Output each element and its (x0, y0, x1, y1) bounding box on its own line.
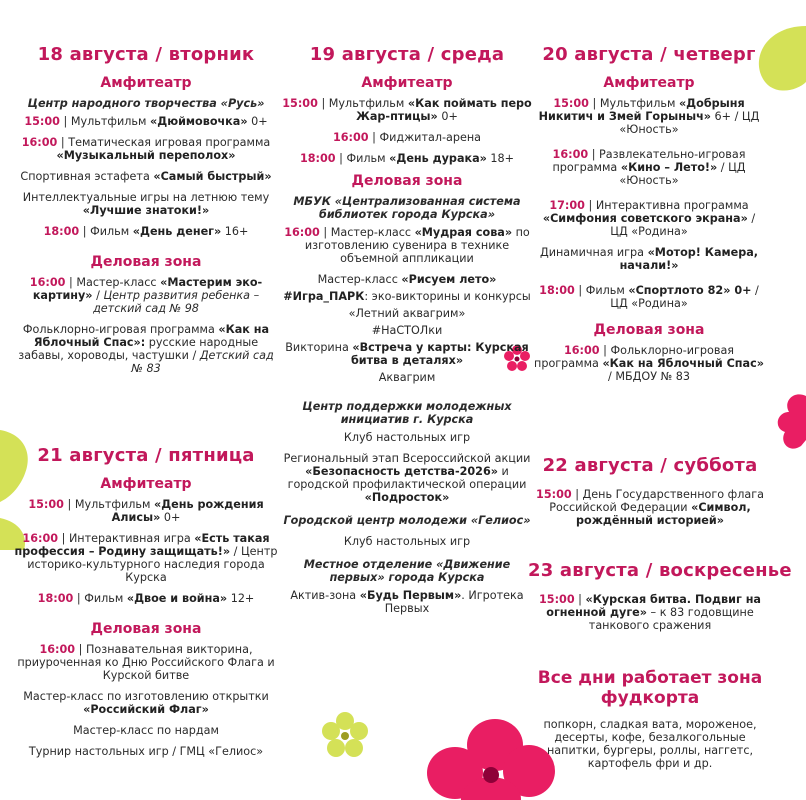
day-heading: 20 августа / четверг (542, 44, 756, 65)
event-time: 18:00 (299, 152, 336, 165)
venue-heading: Деловая зона (593, 322, 705, 338)
day-section-aug21 (12, 445, 280, 766)
event-item: Региональный этап Всероссийской акции «Безопасность детства-2026» и городской профилактической операции «Подросток» (283, 452, 531, 504)
venue-heading: Деловая зона (90, 621, 202, 637)
event-time: 16:00 (29, 276, 66, 289)
day-heading: 22 августа / суббота (542, 455, 758, 476)
event-time: 18:00 (539, 284, 575, 297)
flower-pink-icon (775, 390, 806, 460)
food-court-title: Все дни работает зона фудкорта (537, 668, 763, 708)
event-item: Аквагрим (378, 371, 436, 384)
event-item: 17:00 | Интерактивна программа «Симфония советского экрана» / ЦД «Родина» (542, 199, 756, 238)
event-item: 16:00 | Мастер-класс «Мудрая сова» по изготовлению сувенира в технике объемной аппликации (284, 226, 530, 265)
event-time: 15:00 (282, 97, 318, 110)
event-time: 16:00 (39, 643, 76, 656)
event-item: 15:00 | День Государственного флага Российской Федерации «Символ, рождённый историей» (536, 488, 764, 527)
event-item: Мастер-класс по изготовлению открытки «Российский Флаг» (23, 690, 269, 716)
event-item: 16:00 | Фиджитал-арена (332, 131, 482, 144)
event-item: 18:00 | Фильм «День денег» 16+ (43, 225, 249, 238)
event-time: 16:00 (332, 131, 369, 144)
organizer: Центр поддержки молодежных инициатив г. Курска (302, 400, 512, 426)
venue-heading: Деловая зона (351, 173, 463, 189)
event-item: 18:00 | Фильм «Двое и война» 12+ (37, 592, 255, 605)
venue-heading: Амфитеатр (100, 476, 192, 492)
event-item: Клуб настольных игр (343, 431, 471, 444)
venue-heading: Амфитеатр (603, 75, 695, 91)
event-item: Динамичная игра «Мотор! Камера, начали!» (539, 246, 759, 272)
day-section-aug23 (528, 560, 792, 640)
venue-heading: Амфитеатр (361, 75, 453, 91)
event-item: 18:00 | Фильм «Спортлото 82» 0+ / ЦД «Родина» (539, 284, 759, 310)
event-item: Клуб настольных игр (343, 535, 471, 548)
organizer: Городской центр молодежи «Гелиос» (283, 514, 531, 527)
flower-green-icon (322, 712, 368, 758)
day-section-aug19 (280, 44, 534, 623)
event-item: Спортивная эстафета «Самый быстрый» (20, 170, 272, 183)
event-item: Мастер-класс по нардам (73, 724, 219, 737)
event-time: 16:00 (21, 136, 58, 149)
day-section-aug22 (528, 455, 772, 535)
event-item: Викторина «Встреча у карты: Курская битва в деталях» (285, 341, 529, 367)
event-item: 16:00 | Познавательная викторина, приуроченная ко Дню Российского Флага и Курской битве (17, 643, 275, 682)
day-section-aug20 (534, 44, 764, 391)
event-item: 15:00 | Мультфильм «День рождения Алисы» 0+ (28, 498, 264, 524)
organizer: Центр народного творчества «Русь» (27, 97, 265, 110)
event-time: 16:00 (563, 344, 600, 357)
event-item: «Летний аквагрим» (348, 307, 466, 320)
event-item: #НаСТОЛки (371, 324, 443, 337)
event-item: 15:00 | «Курская битва. Подвиг на огненной дуге» – к 83 годовщине танкового сражения (539, 593, 761, 632)
event-time: 18:00 (37, 592, 74, 605)
event-time: 15:00 (539, 593, 575, 606)
food-court-section (528, 668, 772, 778)
event-time: 16:00 (284, 226, 320, 239)
organizer: Местное отделение «Движение первых» города Курска (303, 558, 511, 584)
event-time: 15:00 (553, 97, 589, 110)
event-item: 16:00 | Тематическая игровая программа «Музыкальный переполох» (21, 136, 271, 162)
venue-heading: Деловая зона (90, 254, 202, 270)
event-item: 15:00 | Мультфильм «Дюймовочка» 0+ (24, 115, 268, 128)
event-item: 16:00 | Фольклорно-игровая программа «Как на Яблочный Спас» / МБДОУ № 83 (534, 344, 764, 383)
day-section-aug18 (12, 44, 280, 383)
event-item: #Игра_ПАРК: эко-викторины и конкурсы (283, 290, 531, 303)
event-item: 18:00 | Фильм «День дурака» 18+ (299, 152, 515, 165)
event-time: 16:00 (552, 148, 589, 161)
day-heading: 21 августа / пятница (37, 445, 255, 466)
day-heading: 19 августа / среда (309, 44, 505, 65)
event-item: 16:00 | Интерактивная игра «Есть такая профессия – Родину защищать!» / Центр историко-культурного наследия города Курска (14, 532, 278, 584)
event-time: 18:00 (43, 225, 80, 238)
event-item: Турнир настольных игр / ГМЦ «Гелиос» (28, 745, 264, 758)
event-time: 17:00 (549, 199, 585, 212)
event-item: 15:00 | Мультфильм «Добрыня Никитич и Змей Горыныч» 6+ / ЦД «Юность» (538, 97, 760, 136)
organizer: МБУК «Централизованная система библиотек города Курска» (293, 195, 521, 221)
event-item: Фольклорно-игровая программа «Как на Яблочный Спас»: русские народные забавы, хороводы, частушки / Детский сад № 83 (18, 323, 274, 375)
event-item: Мастер-класс «Рисуем лето» (317, 273, 497, 286)
event-time: 15:00 (28, 498, 64, 511)
event-time: 15:00 (24, 115, 60, 128)
venue-heading: Амфитеатр (100, 75, 192, 91)
event-item: Актив-зона «Будь Первым». Игротека Первых (290, 589, 524, 615)
day-heading: 23 августа / воскресенье (528, 560, 792, 581)
event-time: 16:00 (22, 532, 59, 545)
day-heading: 18 августа / вторник (37, 44, 255, 65)
food-court-list: попкорн, сладкая вата, мороженое, десерты, кофе, безалкогольные напитки, бургеры, роллы, наггетс, картофель фри и др. (543, 718, 757, 770)
event-item: 16:00 | Развлекательно-игровая программа «Кино – Лето!» / ЦД «Юность» (552, 148, 746, 187)
event-item: Интеллектуальные игры на летнюю тему «Лучшие знатоки!» (22, 191, 270, 217)
event-time: 15:00 (536, 488, 572, 501)
event-item: 15:00 | Мультфильм «Как поймать перо Жар-птицы» 0+ (282, 97, 532, 123)
event-item: 16:00 | Мастер-класс «Мастерим эко-картину» / Центр развития ребенка – детский сад № 98 (29, 276, 263, 315)
